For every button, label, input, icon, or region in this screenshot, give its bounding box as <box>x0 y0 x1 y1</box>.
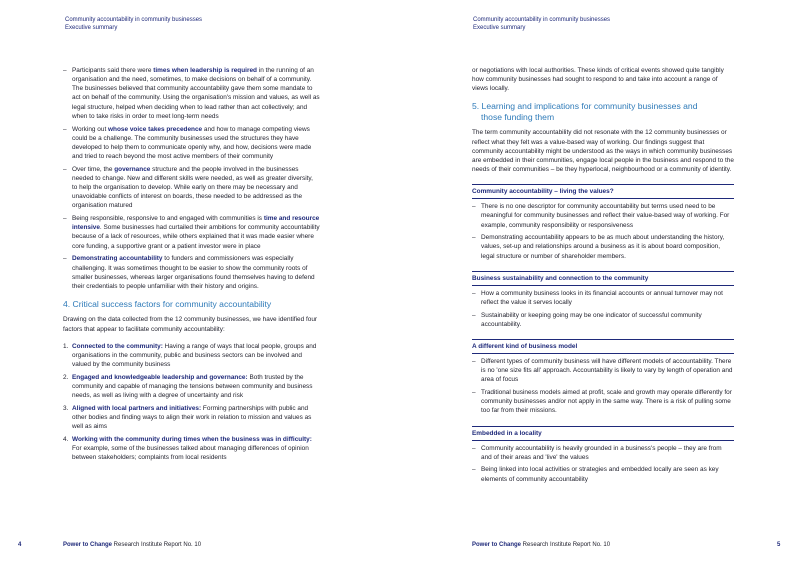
section-5-intro: The term community accountability did not resonate with the 12 community businesses or reflect what they felt was a value-based way of working. Our findings suggest that community accountability might be understood as the ways in which community businesses are embedded in their communities, engage local people in the business and respond to the needs of their communities – be they hyperlocal, neighbourhood or a community of identity. <box>472 129 734 174</box>
bullet-text: in the running of an organisation and the need, sometimes, to make decisions on behalf of a community. The businesses believed that community accountability gave them some mandate to act on behalf of the community. Using the organisation's mission and values, as well as legal structure, helped when deciding when to lead rather than act collectively; and when to take risks in order to meet long-term needs <box>72 67 320 120</box>
box-bullet: – Demonstrating accountability appears to be as much about understanding the history, values, set-up and relationships around a business as it is about board composition, legal structure or number of shareholder members. <box>472 233 734 260</box>
bullet-item <box>63 165 320 211</box>
bullet-text: to funders and commissioners was especially challenging. It was sometimes thought to be easier to show the community roots of smaller businesses, whereas larger organisations found themselves having to defend their credentials to people unfamiliar with their history and origins. <box>72 255 315 290</box>
footer-brand: Power to Change <box>472 542 522 548</box>
factor-title: Aligned with local partners and initiatives: <box>72 404 202 412</box>
factor-number: 3. <box>63 404 69 412</box>
left-column <box>63 66 320 466</box>
section-4-title: 4. Critical success factors for community accountability <box>63 298 272 309</box>
footer-right <box>472 541 610 549</box>
bullet-item <box>63 254 320 291</box>
box-title: Community accountability – living the values? <box>472 184 734 199</box>
bullet-emphasis: times when leadership is required <box>153 67 257 74</box>
bullet-emphasis: whose voice takes precedence <box>108 125 203 133</box>
footer-brand: Power to Change <box>63 542 113 548</box>
summary-box <box>472 339 734 416</box>
factor-item <box>63 373 320 400</box>
right-column <box>472 66 734 487</box>
section-4-intro: Drawing on the data collected from the 12 community businesses, we have identified four factors that appear to facilitate community accountability: <box>63 316 318 333</box>
page-number-right: 5 <box>777 542 781 548</box>
box-bullet: – Different types of community business will have different models of accountability. There is no 'one size fits all' approach. Accountability is likely to vary by length of operation and area of focus <box>472 357 734 384</box>
factor-text: Both trusted by the community and capable of managing the tensions between community and business needs, as well as living with a degree of uncertainty and risk <box>72 373 313 400</box>
header-subtitle: Executive summary <box>65 25 118 31</box>
bullet-text: Working out <box>72 125 109 133</box>
summary-box <box>472 426 734 484</box>
factor-item <box>63 342 320 369</box>
running-header <box>65 16 202 32</box>
factor-text: For example, some of the businesses talked about managing differences of opinion between stakeholders; complaints from local residents <box>72 445 309 462</box>
page-number-left: 4 <box>18 542 22 548</box>
box-bullet: – Being linked into local activities or strategies and embedded locally are seen as key elements of community accountability <box>472 465 734 483</box>
factor-item <box>63 435 320 462</box>
continuation-text: or negotiations with local authorities. These kinds of critical events showed quite tangibly how community businesses had sought to respond to and take into account a range of views locally. <box>472 67 724 93</box>
box-bullet: – How a community business looks in its financial accounts or annual turnover may not reflect the value it serves locally <box>472 289 734 307</box>
section-5-title: 5. Learning and implications for community businesses and those funding them <box>472 101 698 122</box>
running-header-right <box>473 16 610 32</box>
footer-left <box>63 541 201 549</box>
bullet-text: and how to manage competing views could be a challenge. The community businesses used the structures they have developed to help them to communicate openly why, and how, decisions were made and tried to reach beyond the most active members of their community <box>72 125 312 160</box>
bullet-text: Being responsible, responsive to and engaged with communities is <box>72 215 264 223</box>
footer-report: Research Institute Report No. 10 <box>112 542 202 548</box>
factor-title: Engaged and knowledgeable leadership and governance: <box>72 373 248 381</box>
factor-number: 4. <box>63 435 69 443</box>
factor-number: 2. <box>63 373 69 381</box>
factor-title: Working with the community during times when the business was in difficulty: <box>72 435 312 443</box>
header-subtitle: Executive summary <box>473 25 526 31</box>
bullet-item <box>63 214 320 251</box>
box-title: Business sustainability and connection to the community <box>472 271 734 286</box>
bullet-emphasis: governance <box>114 165 151 173</box>
factor-number: 1. <box>63 342 69 350</box>
bullet-item <box>63 66 320 121</box>
summary-box <box>472 271 734 329</box>
bullet-text: Participants said there were <box>72 67 154 74</box>
bullet-text: Over time, the <box>72 165 115 173</box>
summary-box <box>472 184 734 261</box>
factor-title: Connected to the community: <box>72 342 163 350</box>
header-title: Community accountability in community businesses <box>65 17 203 23</box>
factor-text: Forming partnerships with public and other bodies and finding ways to align their work in relation to mission and values as well as aims <box>72 404 312 431</box>
box-bullet: – Sustainability or keeping going may be one indicator of successful community accountability. <box>472 311 734 329</box>
footer-report: Research Institute Report No. 10 <box>521 542 611 548</box>
box-title: A different kind of business model <box>472 339 734 354</box>
bullet-emphasis: Demonstrating accountability <box>72 255 163 263</box>
header-title: Community accountability in community businesses <box>473 17 611 23</box>
box-bullet: – Traditional business models aimed at profit, scale and growth may operate differently for community businesses and/or not apply in the same way. There is a risk of pulling some too far from their missions. <box>472 388 734 415</box>
factor-text: Having a range of ways that local people, groups and organisations in the community, public and business sectors can be involved and valued by the community business <box>72 342 317 369</box>
bullet-item <box>63 125 320 162</box>
bullet-text: structure and the people involved in the businesses needed to change. New and different skills were needed, as well as greater diversity, to help the organisation to develop. While early on there may be necessary and unavoidable conflicts of interest on boards, these needed to be addressed as the organisation matured <box>72 165 313 210</box>
box-bullet: – Community accountability is heavily grounded in a business's people – they are from and of their areas and 'live' the values <box>472 444 734 462</box>
factor-item <box>63 404 320 431</box>
box-bullet: – There is no one descriptor for community accountability but terms used need to be meaningful for community businesses and reflect their value-based way of working. For example, community responsibility or responsiveness <box>472 202 734 229</box>
bullet-text: . Some businesses had curtailed their ambitions for community accountability because of a lack of resources, while others explained that it was made easier where core funding, a supportive grant or a patient investor were in place <box>72 224 320 250</box>
bullet-emphasis: time and resource intensive <box>72 215 320 232</box>
box-title: Embedded in a locality <box>472 426 734 441</box>
